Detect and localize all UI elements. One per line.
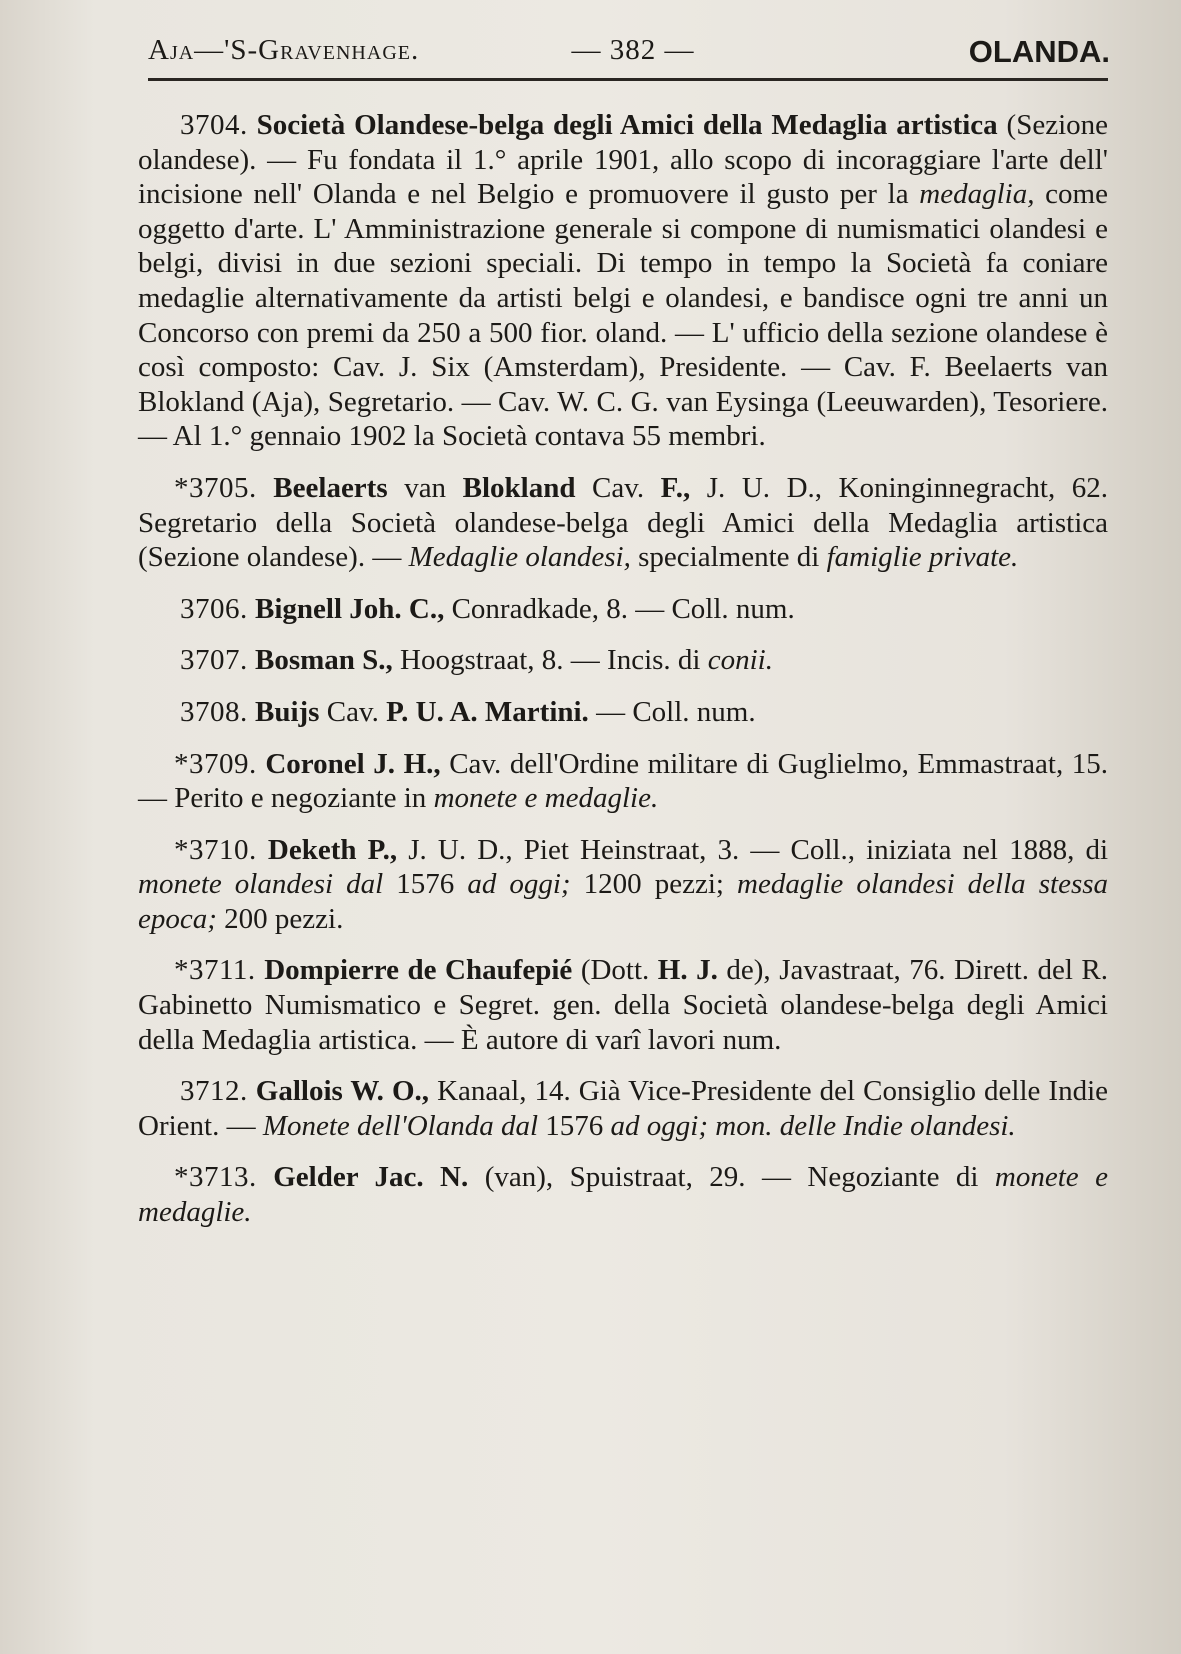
- entry-number: 3712.: [180, 1075, 248, 1108]
- entry-text: Hoogstraat, 8. — Incis. di: [392, 644, 708, 677]
- entry-text: J. U. D., Koninginnegracht, 62. Segretario della Società olandese-belga degli Amici della Medaglia artistica (Sezione olandese). —: [138, 471, 1108, 574]
- entry-3708: [138, 695, 1108, 730]
- entry-3711: [138, 953, 1108, 1057]
- header-rule: [148, 78, 1108, 81]
- entry-italic: famiglie private.: [826, 541, 1019, 574]
- entry-3704: [138, 108, 1108, 454]
- entry-italic: monete olandesi dal: [138, 868, 384, 901]
- entry-3710: [138, 833, 1108, 937]
- entry-text: (van), Spuistraat, 29. — Negoziante di: [468, 1161, 995, 1194]
- entry-italic: monete e medaglie.: [138, 1161, 1108, 1229]
- entry-name: Coronel J. H.,: [265, 747, 441, 780]
- entry-number: 3704.: [180, 109, 248, 141]
- entry-number: 3708.: [180, 695, 248, 728]
- entry-text: Conradkade, 8. — Coll. num.: [444, 592, 795, 625]
- header-country: OLANDA.: [968, 34, 1110, 69]
- entry-number: *3710.: [174, 833, 257, 866]
- entry-number: 3706.: [180, 592, 248, 625]
- entry-italic: ad oggi; mon. delle Indie olandesi.: [610, 1109, 1016, 1142]
- entry-name-part: P. U. A. Martini.: [386, 695, 589, 728]
- entry-text: 1576: [538, 1109, 611, 1142]
- entry-number: 3707.: [180, 644, 248, 677]
- entry-text: 1200 pezzi;: [570, 868, 737, 901]
- entry-3705: [138, 471, 1108, 575]
- entry-text: (Sezione olandese). — Fu fondata il 1.° aprile 1901, allo scopo di incoraggiare l'arte dell' incisione nell' Olanda e nel Belgio e promuovere il gusto per la: [138, 109, 1109, 211]
- entries-list: [138, 108, 1108, 1247]
- entry-italic: Medaglie olandesi,: [408, 541, 631, 574]
- entry-text: J. U. D., Piet Heinstraat, 3. — Coll., iniziata nel 1888, di: [397, 833, 1109, 866]
- entry-italic: medaglia,: [919, 178, 1035, 211]
- entry-name: Gelder Jac. N.: [273, 1161, 469, 1194]
- entry-text: Cav. dell'Ordine militare di Guglielmo, Emmastraat, 15. — Perito e negoziante in: [138, 747, 1109, 815]
- entry-text: van: [387, 471, 463, 504]
- entry-name: Gallois W. O.,: [255, 1075, 430, 1108]
- entry-number: *3713.: [174, 1161, 257, 1194]
- entry-3707: [138, 643, 1108, 678]
- running-header: [148, 26, 1110, 76]
- entry-3712: [138, 1074, 1108, 1143]
- entry-text: Kanaal, 14. Già Vice-Presidente del Consiglio delle Indie Orient. —: [138, 1075, 1108, 1142]
- entry-3706: [138, 592, 1108, 627]
- entry-name: Dompierre de Chaufepié: [264, 954, 573, 987]
- entry-text: 200 pezzi.: [216, 902, 344, 935]
- header-location: Aja—'S-Gravenhage.: [148, 34, 420, 66]
- entry-name-part: Blokland: [462, 471, 576, 504]
- entry-italic: ad oggi;: [467, 868, 571, 901]
- entry-italic: medaglie olandesi della stessa epoca;: [138, 868, 1109, 935]
- entry-italic: conii.: [707, 644, 773, 677]
- entry-name: Bignell Joh. C.,: [255, 592, 445, 625]
- entry-3713: [138, 1160, 1108, 1229]
- entry-number: *3705.: [174, 471, 257, 504]
- entry-name: Beelaerts: [273, 471, 388, 504]
- entry-text: de), Javastraat, 76. Dirett. del R. Gabinetto Numismatico e Segret. gen. della Società olandese-belga degli Amici della Medaglia artistica. — È autore di varî lavori num.: [138, 954, 1108, 1056]
- entry-text: (Dott.: [572, 954, 658, 987]
- entry-name: Bosman S.,: [255, 644, 393, 677]
- entry-text: Cav.: [319, 695, 387, 728]
- entry-italic: Monete dell'Olanda dal: [262, 1109, 539, 1142]
- entry-text: specialmente di: [630, 541, 827, 574]
- entry-name: Buijs: [255, 695, 320, 728]
- entry-number: *3709.: [174, 747, 257, 780]
- entry-name: Società Olandese-belga degli Amici della Medaglia artistica: [256, 109, 998, 141]
- entry-italic: monete e medaglie.: [433, 782, 659, 815]
- entry-name-part: H. J.: [657, 954, 718, 987]
- entry-number: *3711.: [174, 954, 256, 987]
- page-number: — 382 —: [571, 34, 695, 66]
- entry-name-part: F.,: [660, 471, 691, 504]
- entry-name: Deketh P.,: [267, 833, 398, 866]
- entry-text: come oggetto d'arte. L' Amministrazione generale si compone di numismatici olandesi e belgi, divisi in due sezioni speciali. Di tempo in tempo la Società fa coniare medaglie alternativamente da artisti belgi e olandesi, e bandisce ogni tre anni un Concorso con premi da 250 a 500 fior. oland. — L' ufficio della sezione olandese è così composto: Cav. J. Six (Amsterdam), Presidente. — Cav. F. Beelaerts van Blokland (Aja), Segretario. — Cav. W. C. G. van Eysinga (Leeuwarden), Tesoriere. — Al 1.° gennaio 1902 la Società contava 55 membri.: [138, 178, 1108, 453]
- entry-text: Cav.: [575, 471, 661, 504]
- entry-text: — Coll. num.: [588, 695, 756, 728]
- entry-text: 1576: [383, 868, 468, 901]
- entry-3709: [138, 747, 1108, 816]
